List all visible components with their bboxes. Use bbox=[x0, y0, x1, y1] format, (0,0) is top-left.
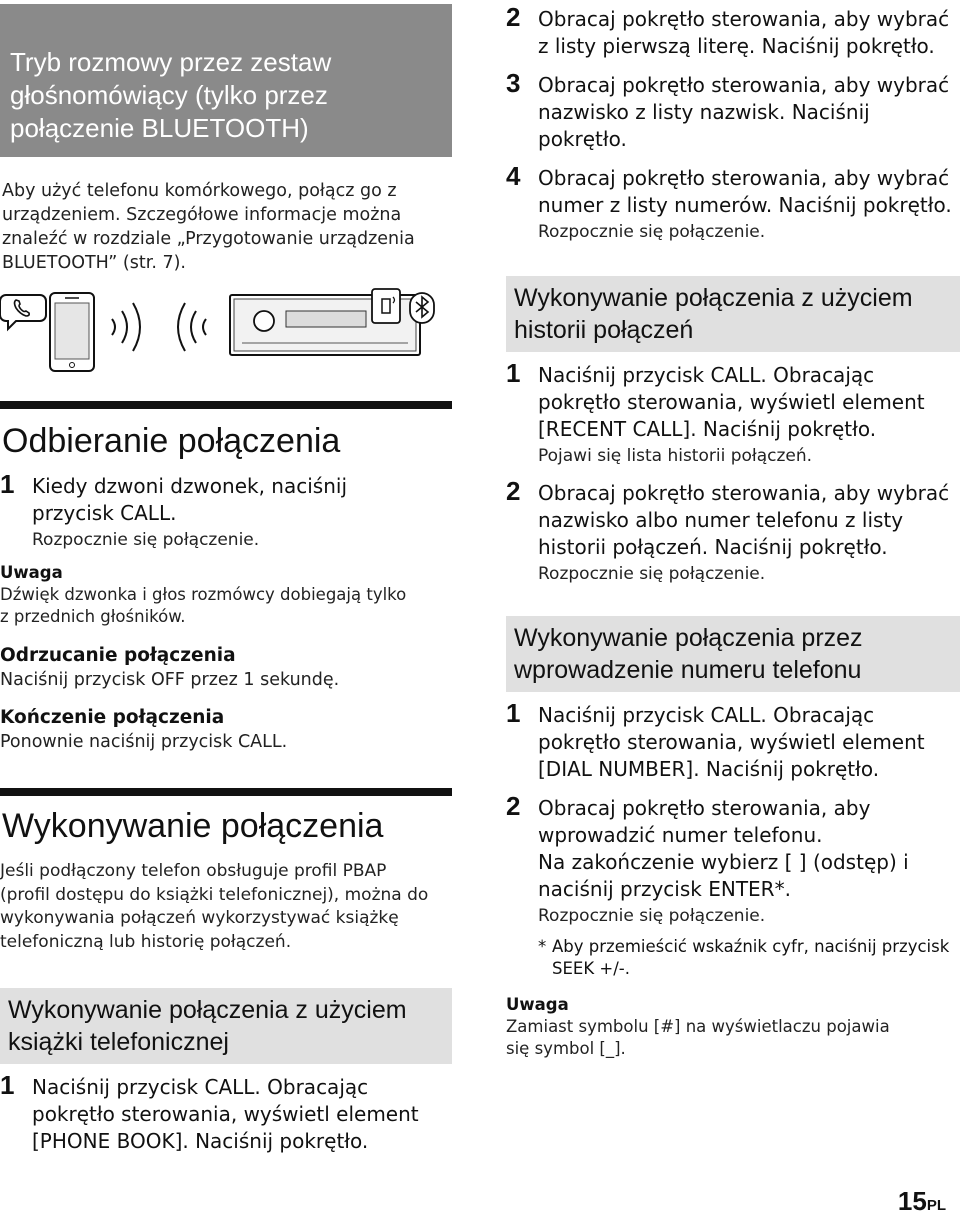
car-stereo-icon bbox=[230, 289, 420, 355]
step-text: Obracaj pokrętło sterowania, aby wprowadzić numer telefonu. bbox=[538, 796, 871, 847]
step-text: Kiedy dzwoni dzwonek, naciśnij przycisk CALL. bbox=[32, 474, 347, 525]
step-text: Naciśnij przycisk CALL. Obracając pokrętło sterowania, wyświetl element [PHONE BOOK]. Naciśnij pokrętło. bbox=[32, 1075, 419, 1153]
step-text: Obracaj pokrętło sterowania, aby wybrać z listy pierwszą literę. Naciśnij pokrętło. bbox=[538, 7, 950, 58]
dial-step-1 bbox=[506, 698, 960, 783]
phone-call-icon bbox=[0, 295, 46, 329]
smartphone-icon bbox=[50, 293, 94, 371]
phonebook-step-1 bbox=[0, 1070, 452, 1155]
page-number-value: 15 bbox=[897, 1186, 927, 1216]
reject-call-text: Naciśnij przycisk OFF przez 1 sekundę. bbox=[0, 670, 340, 690]
reject-call-label: Odrzucanie połączenia bbox=[0, 645, 236, 666]
make-section-rule bbox=[0, 788, 452, 796]
handsfree-section-header bbox=[0, 4, 452, 157]
phonebook-step-3 bbox=[506, 68, 960, 153]
step-number: 1 bbox=[0, 1070, 15, 1100]
step-number: 2 bbox=[506, 2, 521, 32]
step-text: Obracaj pokrętło sterowania, aby wybrać nazwisko z listy nazwisk. Naciśnij pokrętło. bbox=[538, 73, 950, 151]
step-result: Rozpocznie się połączenie. bbox=[32, 530, 260, 550]
step-number: 2 bbox=[506, 791, 521, 821]
end-call-label: Kończenie połączenia bbox=[0, 707, 225, 728]
make-intro-text: Jeśli podłączony telefon obsługuje profil PBAP (profil dostępu do książki telefonicznej), można do wykonywania połączeń wykorzystywać książkę telefoniczną lub historię połączeń. bbox=[0, 861, 429, 952]
dial-step-2 bbox=[506, 791, 960, 928]
step-text: Naciśnij przycisk CALL. Obracając pokrętło sterowania, wyświetl element [DIAL NUMBER]. Naciśnij pokrętło. bbox=[538, 703, 925, 781]
make-section-title: Wykonywanie połączenia bbox=[2, 807, 384, 845]
footnote-text: Aby przemieścić wskaźnik cyfr, naciśnij przycisk SEEK +/-. bbox=[552, 937, 950, 978]
step-result: Pojawi się lista historii połączeń. bbox=[538, 446, 813, 466]
wireless-signal-icon bbox=[112, 303, 206, 351]
dial-number-section-header: Wykonywanie połączenia przez wprowadzenie numeru telefonu bbox=[506, 616, 960, 692]
bluetooth-illustration bbox=[0, 287, 452, 387]
answer-note-label: Uwaga bbox=[0, 563, 63, 582]
step-text: Obracaj pokrętło sterowania, aby wybrać numer z listy numerów. Naciśnij pokrętło. bbox=[538, 166, 952, 217]
answer-section-title: Odbieranie połączenia bbox=[2, 422, 341, 460]
step-text-continued: Na zakończenie wybierz [ ] (odstęp) i naciśnij przycisk ENTER*. bbox=[538, 850, 909, 901]
phonebook-section-header: Wykonywanie połączenia z użyciem książki telefonicznej bbox=[0, 988, 452, 1064]
history-section-header: Wykonywanie połączenia z użyciem historii połączeń bbox=[506, 276, 960, 352]
footnote bbox=[506, 936, 952, 980]
step-number: 4 bbox=[506, 161, 521, 191]
step-result: Rozpocznie się połączenie. bbox=[538, 564, 766, 584]
answer-step-1 bbox=[0, 469, 452, 552]
handsfree-header-text: Tryb rozmowy przez zestaw głośnomówiący (tylko przez połączenie BLUETOOTH) bbox=[10, 47, 332, 143]
phonebook-step-2 bbox=[506, 2, 960, 60]
end-call-text: Ponownie naciśnij przycisk CALL. bbox=[0, 732, 288, 752]
page-number bbox=[898, 1186, 946, 1217]
history-step-1 bbox=[506, 358, 960, 468]
answer-section-rule bbox=[0, 401, 452, 409]
step-text: Naciśnij przycisk CALL. Obracając pokrętło sterowania, wyświetl element [RECENT CALL]. Naciśnij pokrętło. bbox=[538, 363, 925, 441]
handsfree-intro-text: Aby użyć telefonu komórkowego, połącz go z urządzeniem. Szczegółowe informacje można znaleźć w rozdziale „Przygotowanie urządzenia BLUETOOTH” (str. 7). bbox=[2, 181, 415, 273]
phonebook-step-4 bbox=[506, 161, 960, 244]
step-number: 1 bbox=[0, 469, 15, 499]
step-number: 2 bbox=[506, 476, 521, 506]
step-number: 1 bbox=[506, 698, 521, 728]
symbol-note-label: Uwaga bbox=[506, 995, 569, 1014]
left-column bbox=[0, 0, 452, 1155]
symbol-note-text: Zamiast symbolu [#] na wyświetlaczu pojawia się symbol [_]. bbox=[506, 1017, 890, 1058]
footnote-marker: * bbox=[538, 937, 547, 956]
step-result: Rozpocznie się połączenie. bbox=[538, 906, 766, 926]
step-result: Rozpocznie się połączenie. bbox=[538, 222, 766, 242]
bluetooth-icon bbox=[410, 293, 434, 323]
answer-note-text: Dźwięk dzwonka i głos rozmówcy dobiegają tylko z przednich głośników. bbox=[0, 585, 407, 626]
history-step-2 bbox=[506, 476, 960, 586]
step-text: Obracaj pokrętło sterowania, aby wybrać nazwisko albo numer telefonu z listy historii połączeń. Naciśnij pokrętło. bbox=[538, 481, 950, 559]
step-number: 3 bbox=[506, 68, 521, 98]
right-column bbox=[506, 0, 960, 1060]
page-language-suffix: PL bbox=[926, 1197, 946, 1214]
step-number: 1 bbox=[506, 358, 521, 388]
